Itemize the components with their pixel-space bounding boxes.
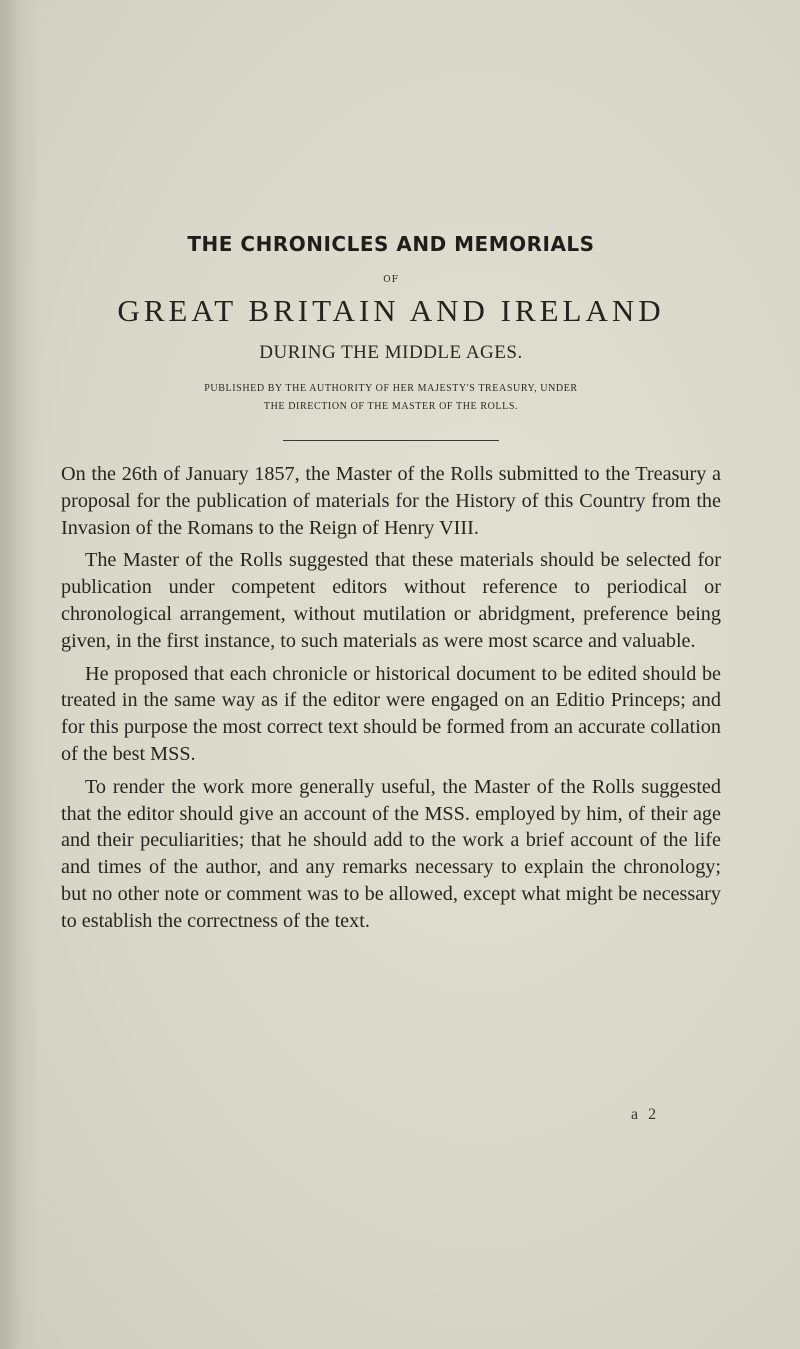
- imprint-statement: [61, 380, 721, 416]
- page-content: [61, 232, 721, 941]
- title-country: GREAT BRITAIN AND IRELAND: [117, 293, 665, 328]
- imprint-line-2: THE DIRECTION OF THE MASTER OF THE ROLLS.: [263, 401, 519, 412]
- paragraph-2: The Master of the Rolls suggested that these materials should be selected for publication under competent editors without reference to periodical or chronological arrangement, without mutilation or abridgment, preference being given, in the first instance, to such materials as were most scarce and valuable.: [61, 549, 721, 652]
- imprint-line-1: PUBLISHED BY THE AUTHORITY OF HER MAJESTY'S TREASURY, UNDER: [204, 383, 578, 394]
- title-of: OF: [383, 275, 399, 285]
- divider-rule: [283, 440, 499, 441]
- signature-mark: a 2: [631, 1106, 660, 1123]
- paragraph-1: On the 26th of January 1857, the Master of the Rolls submitted to the Treasury a proposal for the publication of materials for the History of this Country from the Invasion of the Romans to the Reign of Henry VIII.: [61, 463, 721, 539]
- page-gutter-shadow: [0, 0, 40, 1349]
- paragraph-4: To render the work more generally useful, the Master of the Rolls suggested that the editor should give an account of the MSS. employed by him, of their age and their peculiarities; that he should add to the work a brief account of the life and times of the author, and any remarks necessary to explain the chronology; but no other note or comment was to be allowed, except what might be necessary to establish the correctness of the text.: [61, 775, 721, 932]
- series-title: THE CHRONICLES AND MEMORIALS: [187, 232, 595, 256]
- body-text: [61, 461, 721, 935]
- title-period: DURING THE MIDDLE AGES.: [259, 342, 523, 363]
- paragraph-3: He proposed that each chronicle or historical document to be edited should be treated in the same way as if the editor were engaged on an Editio Princeps; and for this purpose the most correct text should be formed from an accurate collation of the best MSS.: [61, 662, 721, 765]
